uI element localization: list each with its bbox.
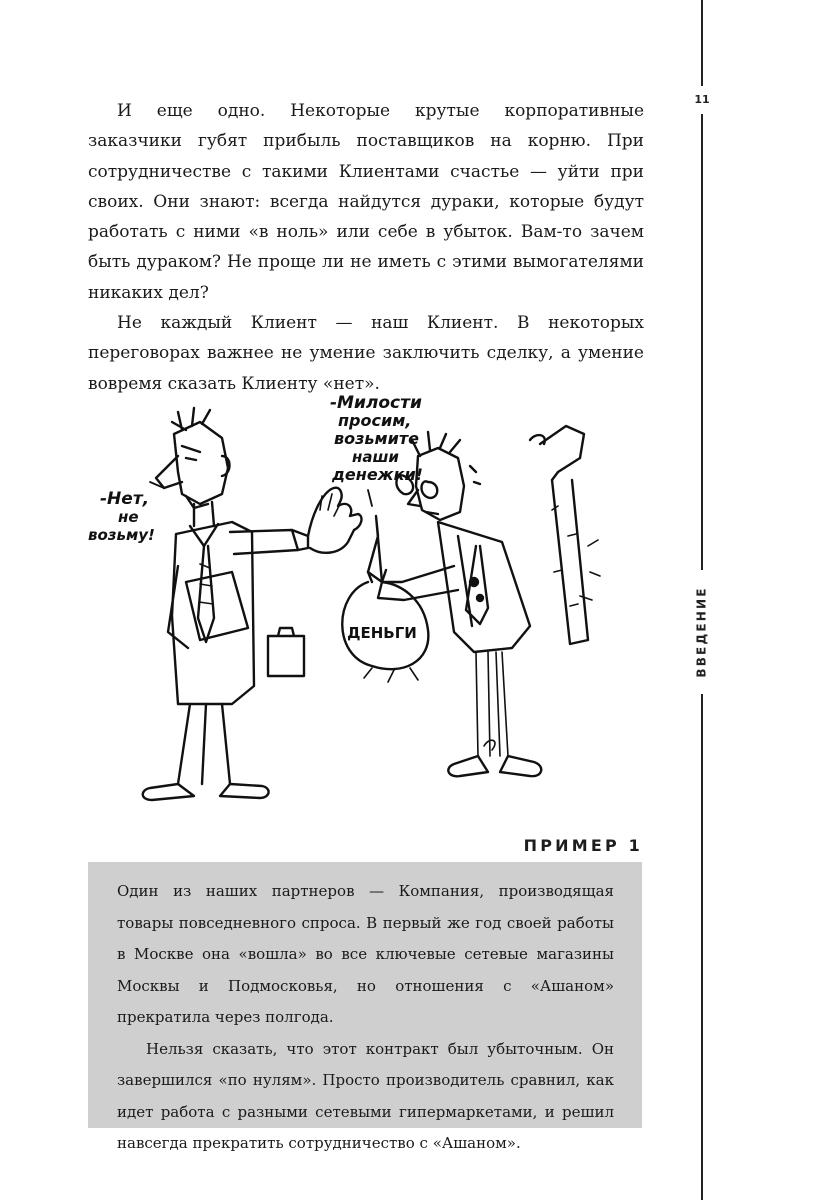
cartoon-illustration bbox=[82, 386, 642, 818]
example-box bbox=[88, 862, 642, 1152]
example-paragraph-1: Один из наших партнеров — Компания, производящая товары повседневного спроса. В первый же год своей работы в Москве она «вошла» во все ключевые сетевые магазины Москвы и Подмосковья, но отношения с «Ашаном» прекратила через полгода. bbox=[117, 882, 614, 1026]
right-speech-line-1: -Милости bbox=[330, 393, 422, 413]
margin-rule-middle bbox=[701, 114, 703, 570]
left-speech-line-3: возьму! bbox=[88, 526, 155, 544]
right-speech-line-4: наши bbox=[352, 448, 399, 466]
example-paragraph-2: Нельзя сказать, что этот контракт был убыточным. Он завершился «по нулям». Просто производитель сравнил, как идет работа с разными сетевыми гипермаркетами, и решил навсегда прекратить сотрудничество с «Ашаном». bbox=[117, 1039, 614, 1152]
left-speech-line-2: не bbox=[118, 508, 139, 526]
left-man-figure bbox=[143, 408, 362, 800]
left-speech-line-1: -Нет, bbox=[100, 489, 150, 509]
body-paragraph-1: И еще одно. Некоторые крутые корпоративные заказчики губят прибыль поставщиков на корню. При сотрудничестве с такими Клиентами счастье — уйти при своих. Они знают: всегда найдутся дураки, которые будут работать с ними «в ноль» или себе в убыток. Вам-то зачем быть дураком? Не проще ли не иметь с этими вымогателями никаких дел? bbox=[88, 101, 644, 303]
example-heading: ПРИМЕР 1 bbox=[523, 836, 643, 855]
section-label-text: ВВЕДЕНИЕ bbox=[695, 586, 710, 678]
body-paragraph-2: Не каждый Клиент — наш Клиент. В некоторых переговорах важнее не умение заключить сделку, а умение вовремя сказать Клиенту «нет». bbox=[88, 313, 644, 394]
right-speech-line-5: денежки! bbox=[332, 465, 423, 484]
section-label bbox=[682, 572, 722, 692]
margin-rule-bottom bbox=[701, 694, 703, 1200]
body-text bbox=[88, 96, 644, 399]
margin-rule-top bbox=[701, 0, 703, 86]
page-number: 11 bbox=[694, 93, 710, 106]
right-speech-line-2: просим, bbox=[338, 411, 412, 430]
right-speech-line-3: возьмите bbox=[334, 429, 419, 448]
bag-label: ДЕНЬГИ bbox=[347, 624, 417, 642]
club-figure bbox=[530, 426, 600, 644]
